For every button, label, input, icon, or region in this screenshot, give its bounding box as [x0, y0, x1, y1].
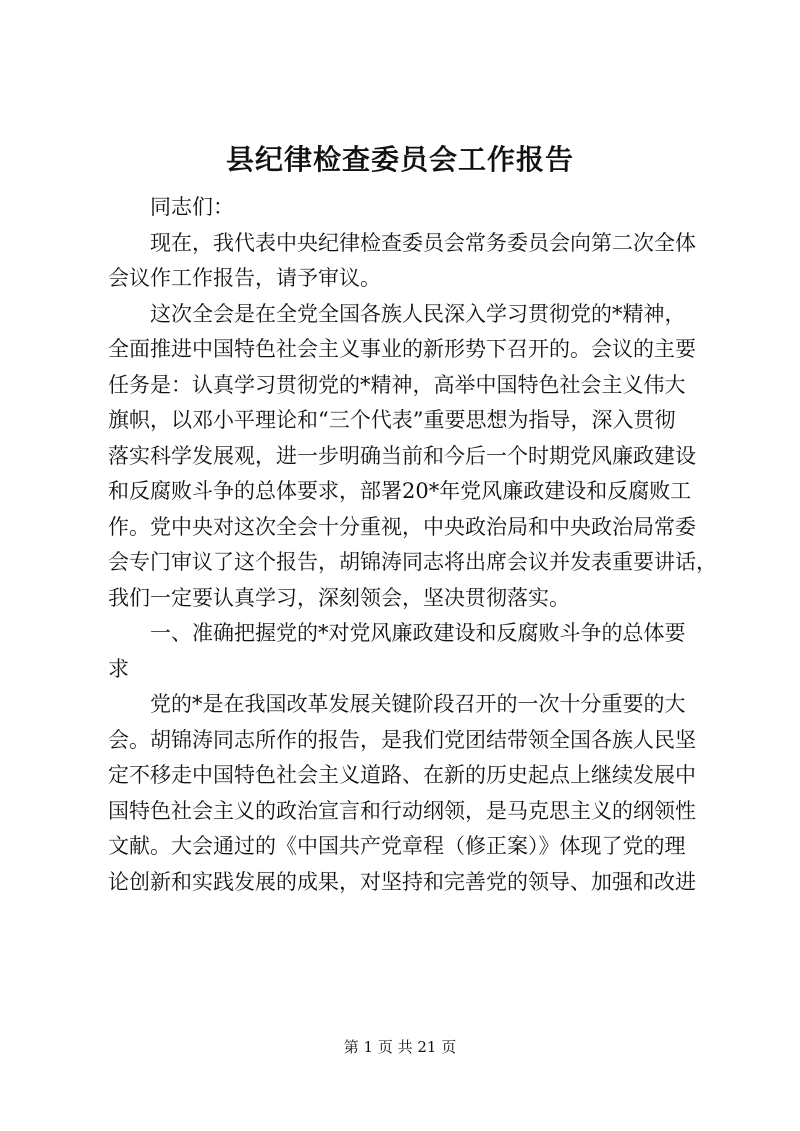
paragraph-line: 国特色社会主义的政治宣言和行动纲领，是马克思主义的纲领性: [108, 798, 696, 823]
paragraph-line: 全面推进中国特色社会主义事业的新形势下召开的。会议的主要: [108, 337, 696, 361]
paragraph-line: 会专门审议了这个报告，胡锦涛同志将出席会议并发表重要讲话，: [108, 550, 717, 574]
salutation-line: 同志们：: [150, 195, 234, 219]
paragraph-line: 和反腐败斗争的总体要求，部署20*年党风廉政建设和反腐败工: [108, 479, 692, 503]
page-footer: 第 1 页 共 21 页: [343, 1038, 457, 1056]
paragraph-line: 作。党中央对这次全会十分重视，中央政治局和中央政治局常委: [108, 514, 696, 539]
paragraph-line: 现在，我代表中央纪律检查委员会常务委员会向第二次全体: [150, 230, 696, 255]
document-title: 县纪律检查委员会工作报告: [225, 143, 574, 176]
paragraph-line: 定不移走中国特色社会主义道路、在新的历史起点上继续发展中: [108, 763, 696, 787]
document-body: [108, 190, 717, 900]
section-heading-line: 一、准确把握党的*对党风廉政建设和反腐败斗争的总体要: [150, 621, 686, 645]
paragraph-line: 会议作工作报告，请予审议。: [108, 266, 381, 290]
paragraph-line: 旗帜，以邓小平理论和“三个代表”重要思想为指导，深入贯彻: [108, 408, 676, 432]
paragraph-line: 落实科学发展观，进一步明确当前和今后一个时期党风廉政建设: [108, 443, 696, 468]
section-heading-line: 求: [108, 656, 129, 681]
paragraph-line: 党的*是在我国改革发展关键阶段召开的一次十分重要的大: [150, 692, 686, 716]
paragraph-line: 我们一定要认真学习，深刻领会，坚决贯彻落实。: [108, 585, 570, 610]
paragraph-line: 文献。大会通过的《中国共产党章程（修正案）》体现了党的理: [108, 834, 686, 858]
paragraph-line: 会。胡锦涛同志所作的报告，是我们党团结带领全国各族人民坚: [108, 727, 696, 752]
paragraph-line: 这次全会是在全党全国各族人民深入学习贯彻党的*精神，: [150, 301, 686, 326]
paragraph-line: 任务是：认真学习贯彻党的*精神，高举中国特色社会主义伟大: [108, 372, 686, 397]
paragraph-line: 论创新和实践发展的成果，对坚持和完善党的领导、加强和改进: [108, 869, 696, 894]
